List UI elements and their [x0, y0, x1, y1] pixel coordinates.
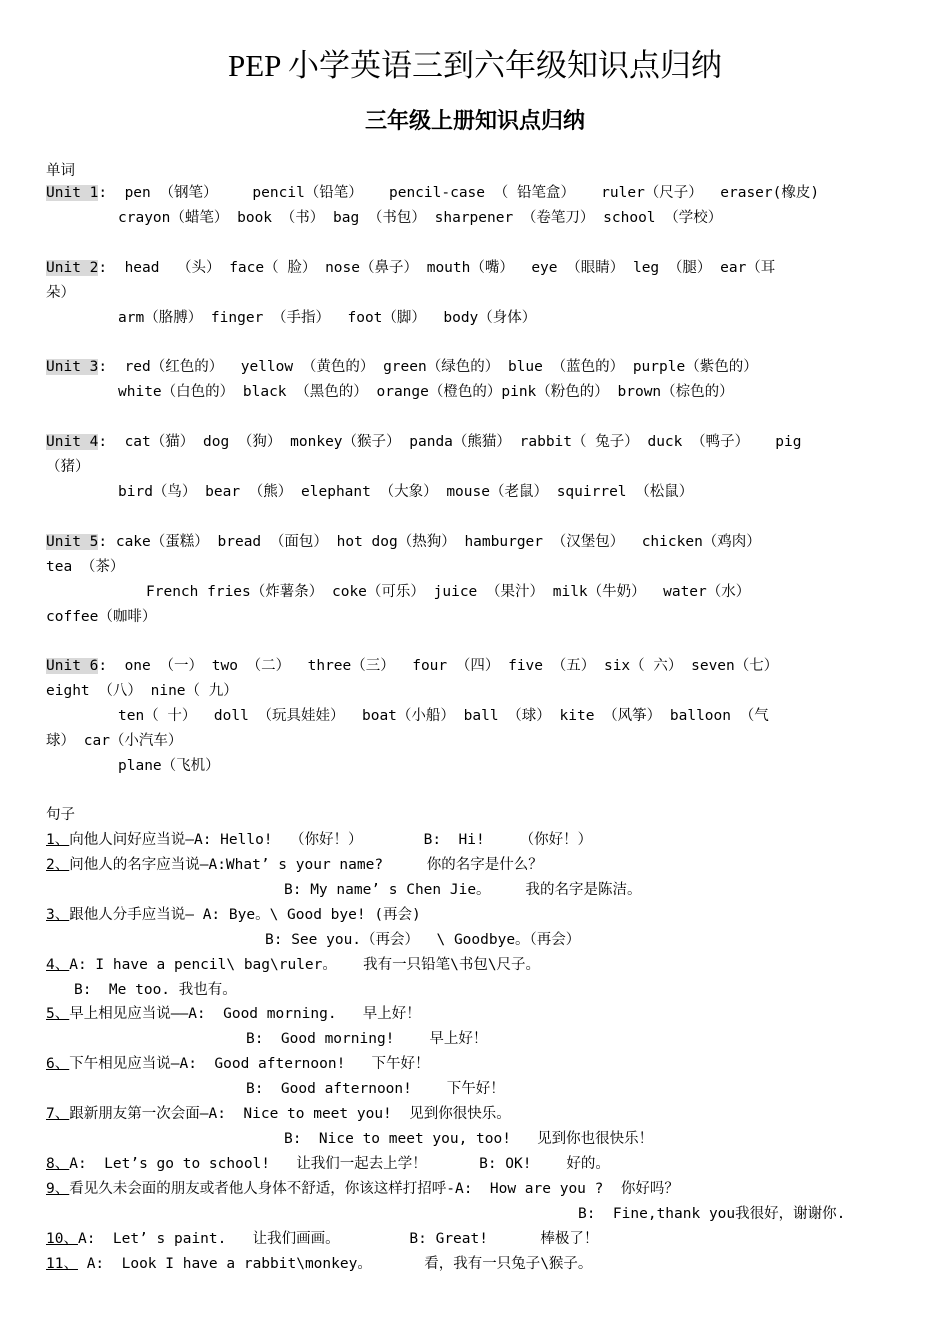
unit-6-line-5: plane（飞机）: [118, 758, 220, 774]
unit-6-line-4: 球） car（小汽车）: [46, 733, 183, 749]
sentence-number: 10、: [46, 1231, 78, 1247]
sentence-number: 3、: [46, 907, 70, 923]
unit-6-line-3: ten（ 十） doll （玩具娃娃） boat（小船） ball （球） kite （风筝） balloon （气: [118, 708, 769, 724]
unit-4-line-1: Unit 4: cat（猫） dog （狗） monkey（猴子） panda（熊猫） rabbit（ 兔子） duck （鸭子） pig: [46, 434, 802, 450]
unit-2-line-3: arm（胳膊） finger （手指） foot（脚） body（身体）: [118, 310, 537, 326]
sentence-number: 6、: [46, 1056, 70, 1072]
unit-2-line-2: 朵）: [46, 285, 75, 301]
sentence-4: 4、A: I have a pencil\ bag\ruler。 我有一只铅笔\书包\尺子。: [46, 957, 541, 973]
sentence-10: 10、A: Let’ s paint. 让我们画画。 B: Great! 棒极了！: [46, 1231, 599, 1247]
sentence-1: 1、向他人问好应当说—A: Hello! （你好！） B: Hi! （你好！）: [46, 832, 593, 848]
document-title: PEP 小学英语三到六年级知识点归纳: [227, 48, 722, 83]
unit-6-label: Unit 6: [46, 658, 99, 674]
unit-1-line-2: crayon（蜡笔） book （书） bag （书包） sharpener （卷笔刀） school （学校）: [118, 210, 723, 226]
sentence-2-reply: B: My name’ s Chen Jie。 我的名字是陈洁。: [284, 882, 642, 898]
sentence-6: 6、下午相见应当说—A: Good afternoon! 下午好！: [46, 1056, 430, 1072]
sentence-5: 5、早上相见应当说——A: Good morning. 早上好！: [46, 1006, 421, 1022]
unit-6-line-2: eight （八） nine（ 九）: [46, 683, 238, 699]
sentence-3: 3、跟他人分手应当说— A: Bye。\ Good bye! (再会): [46, 907, 421, 923]
unit-5-line-4: coffee（咖啡）: [46, 609, 157, 625]
sentence-number: 2、: [46, 857, 70, 873]
unit-6-line-1: Unit 6: one （一） two （二） three（三） four （四） five （五） six（ 六） seven（七）: [46, 658, 779, 674]
sentence-number: 5、: [46, 1006, 70, 1022]
sentence-4-reply: B: Me too. 我也有。: [74, 982, 237, 998]
sentence-9-reply: B: Fine,thank you我很好，谢谢你.: [578, 1206, 846, 1222]
unit-3-label: Unit 3: [46, 359, 99, 375]
unit-3-line-1: Unit 3: red（红色的） yellow （黄色的） green（绿色的） blue （蓝色的） purple（紫色的）: [46, 359, 758, 375]
unit-4-line-2: （猪）: [46, 459, 90, 475]
unit-3-line-2: white（白色的） black （黑色的） orange（橙色的）pink（粉色的） brown（棕色的）: [118, 384, 734, 400]
unit-5-line-1: Unit 5: cake（蛋糕） bread （面包） hot dog（热狗） hamburger （汉堡包） chicken（鸡肉）: [46, 534, 761, 550]
section-subtitle: 三年级上册知识点归纳: [364, 108, 585, 134]
sentence-number: 9、: [46, 1181, 70, 1197]
sentence-number: 1、: [46, 832, 70, 848]
sentence-8: 8、A: Let’s go to school! 让我们一起去上学！ B: OK! 好的。: [46, 1156, 610, 1172]
unit-5-line-2: tea （茶）: [46, 559, 125, 575]
sentence-2: 2、问他人的名字应当说—A:What’ s your name? 你的名字是什么？: [46, 857, 543, 873]
unit-4-label: Unit 4: [46, 434, 99, 450]
unit-2-label: Unit 2: [46, 260, 99, 276]
sentence-9: 9、看见久未会面的朋友或者他人身体不舒适，你该这样打招呼-A: How are you ? 你好吗？: [46, 1181, 679, 1197]
sentence-number: 11、: [46, 1256, 78, 1272]
unit-5-label: Unit 5: [46, 534, 99, 550]
unit-5-line-3: French fries（炸薯条） coke（可乐） juice （果汁） milk（牛奶） water（水）: [146, 584, 751, 600]
unit-2-line-1: Unit 2: head （头） face（ 脸） nose（鼻子） mouth（嘴） eye （眼睛） leg （腿） ear（耳: [46, 260, 776, 276]
sentence-7: 7、跟新朋友第一次会面—A: Nice to meet you! 见到你很快乐。: [46, 1106, 511, 1122]
sentence-7-reply: B: Nice to meet you, too! 见到你也很快乐！: [284, 1131, 654, 1147]
sentence-3-reply: B: See you.（再会） \ Goodbye。（再会）: [265, 932, 581, 948]
sentence-heading: 句子: [46, 807, 75, 823]
unit-1-label: Unit 1: [46, 185, 99, 201]
unit-1-line-1: Unit 1: pen （钢笔） pencil（铅笔） pencil-case （ 铅笔盒） ruler（尺子） eraser(橡皮): [46, 185, 820, 201]
sentence-number: 8、: [46, 1156, 70, 1172]
sentence-5-reply: B: Good morning! 早上好！: [246, 1031, 488, 1047]
unit-4-line-3: bird（鸟） bear （熊） elephant （大象） mouse（老鼠） squirrel （松鼠）: [118, 484, 694, 500]
vocab-heading: 单词: [46, 163, 75, 179]
sentence-6-reply: B: Good afternoon! 下午好！: [246, 1081, 505, 1097]
sentence-number: 7、: [46, 1106, 70, 1122]
sentence-number: 4、: [46, 957, 70, 973]
sentence-11: 11、 A: Look I have a rabbit\monkey。 看，我有一只兔子\猴子。: [46, 1256, 593, 1272]
